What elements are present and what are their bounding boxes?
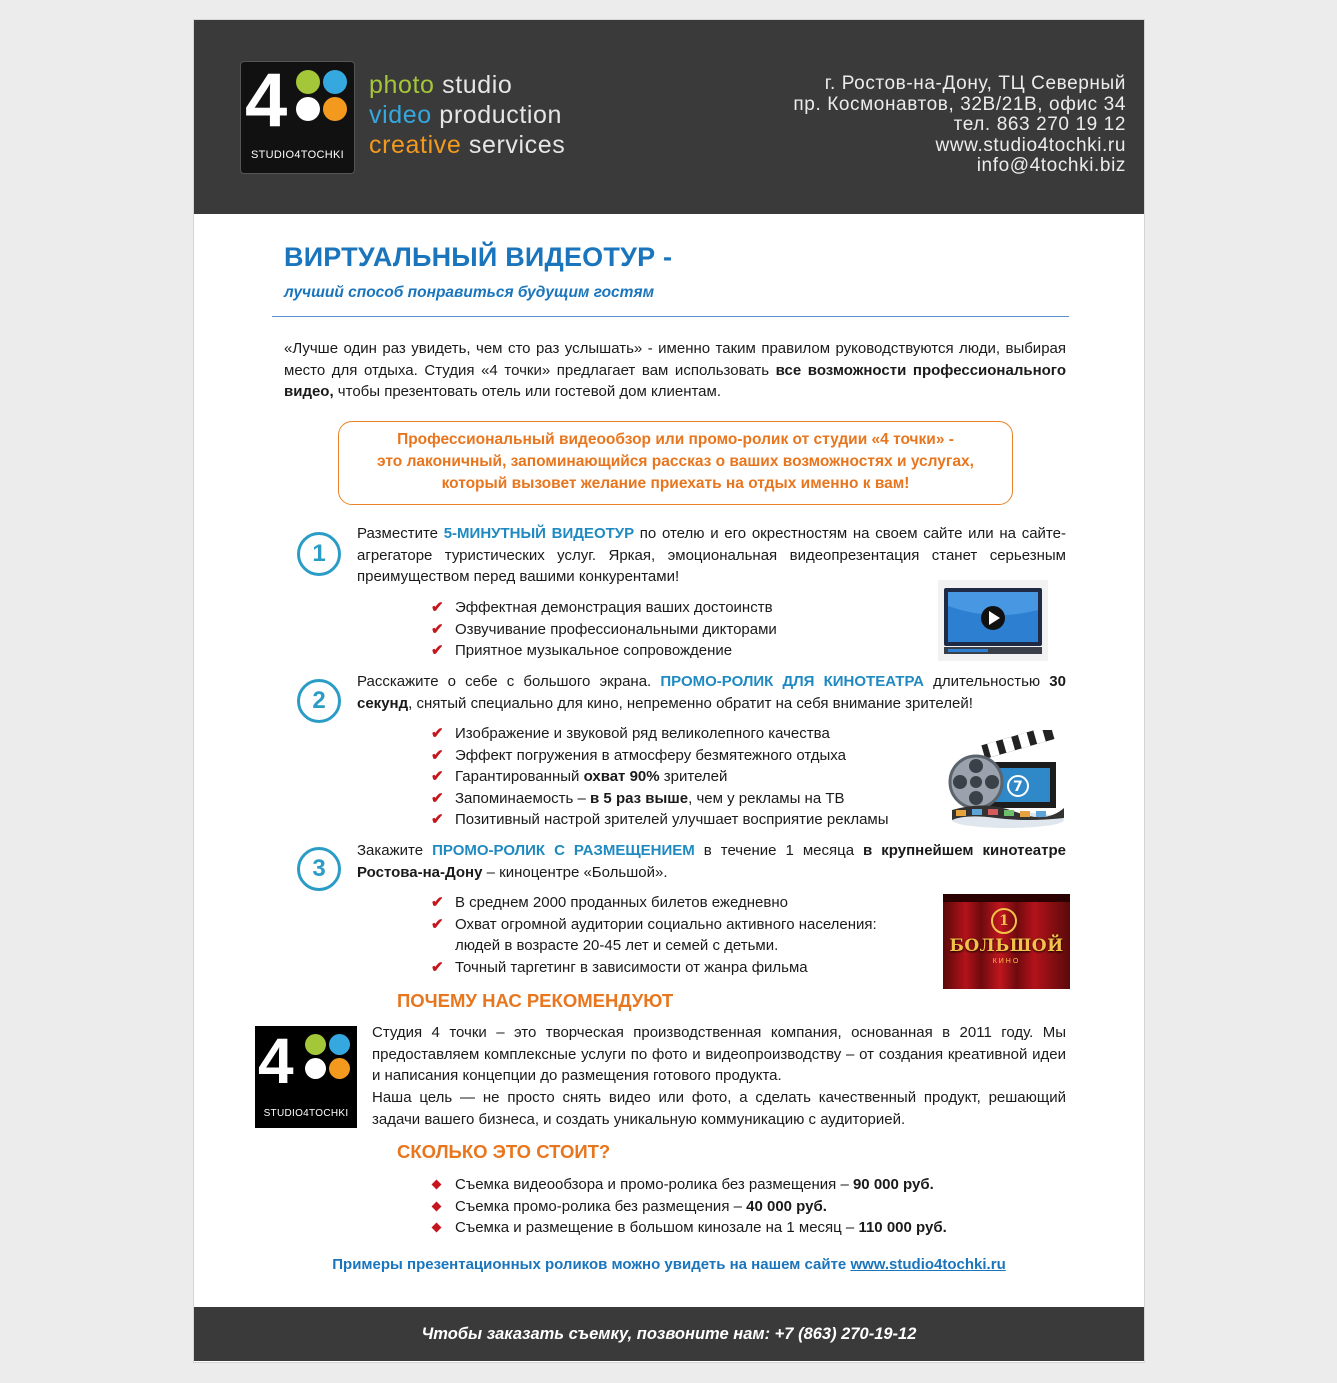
checklist-item [431,597,777,619]
logo-wordmark: STUDIO4TOCHKI [263,1108,349,1119]
checklist-text-part: Запоминаемость – [455,789,591,807]
checklist-text [455,768,727,785]
logo-dot-orange [323,97,347,121]
cinema-logo-text: БОЛЬШОЙ [949,936,1064,956]
callout-box [338,421,1013,505]
contact-block [793,74,1126,177]
callout-line: Профессиональный видеообзор или промо-ролик от студии «4 точки» - [397,431,954,448]
checkmark-icon: ✔ [431,725,444,742]
film-reel-clapper-icon [946,730,1066,830]
price-value: 90 000 руб. [852,1176,934,1193]
svg-text:7: 7 [1013,779,1023,795]
checklist-item [431,640,777,662]
checklist-bold: охват 90% [583,768,660,785]
checklist-text-part: Гарантированный [455,768,584,785]
step-2-checklist [431,723,889,831]
checklist-text-part: , чем у рекламы на ТВ [688,789,845,807]
checklist-text: Изображение и звуковой ряд великолепного качества [455,725,830,742]
checkmark-icon: ✔ [431,789,444,807]
logo-dot-blue [323,70,347,94]
tagline-word: video [369,101,432,129]
step-number-badge: 3 [297,847,341,891]
step-bold: в крупнейшем кинотеатре Ростова-на-Дону [357,842,1066,881]
logo-numeral: 4 [258,1025,294,1097]
checklist-text: Эффектная демонстрация ваших достоинств [455,599,773,616]
header-bar [194,20,1144,214]
step-3-text [357,840,1066,883]
checklist-item [431,957,877,979]
step-text-part: Закажите [357,842,433,859]
cinema-logo-sub: КИНО [992,958,1021,965]
price-label: Съемка промо-ролика без размещения – [455,1197,747,1215]
about-paragraph-2: Наша цель — не просто снять видео или фото, а сделать качественный продукт, решающий задачи вашего бизнеса, и создать уникальную коммуникацию с аудиторией. [372,1089,1066,1128]
callout-line: это лаконичный, запоминающийся рассказ о ваших возможностях и услугах, [377,453,974,470]
examples-line [194,1256,1144,1273]
intro-text: «Лучше один раз увидеть, чем сто раз услышать» - именно таким правилом руководствуются люди, выбирая место для отдыха. Студия «4 точки» предлагает вам использовать [284,340,1066,379]
step-number-badge: 1 [297,532,341,576]
checklist-item [431,892,877,914]
price-label: Съемка и размещение в большом кинозале на 1 месяц – [455,1219,859,1236]
step-text-part: Разместите [357,525,444,542]
step-accent: ПРОМО-РОЛИК ДЛЯ КИНОТЕАТРА [660,673,924,690]
step-number-badge: 2 [297,679,341,723]
checklist-text-part: зрителей [659,768,728,785]
step-1-checklist [431,597,777,662]
why-heading: ПОЧЕМУ НАС РЕКОМЕНДУЮТ [397,990,674,1011]
step-text-part: Расскажите о себе с большого экрана. [357,673,661,690]
studio-logo-small [255,1026,357,1128]
checklist-text: Эффект погружения в атмосферу безмятежного отдыха [455,746,846,764]
checklist-bold: в 5 раз выше [590,789,689,807]
checklist-text: В среднем 2000 проданных билетов ежедневно [455,894,788,911]
step-accent: 5-МИНУТНЫЙ ВИДЕОТУР [443,525,635,542]
tagline-line [369,100,565,130]
logo-dot-white [305,1058,326,1079]
examples-text: Примеры презентационных роликов можно увидеть на нашем сайте [332,1256,851,1273]
step-text-part: – киноцентре «Большой». [482,863,668,881]
step-2-text [357,671,1066,714]
checkmark-icon: ✔ [431,746,444,764]
contact-email[interactable]: info@4tochki.biz [976,155,1126,176]
checklist-text: Позитивный настрой зрителей улучшает восприятие рекламы [455,811,889,828]
price-label: Съемка видеообзора и промо-ролика без размещения – [455,1176,853,1193]
checklist-text: Озвучивание профессиональными дикторами [455,620,777,638]
diamond-bullet-icon [432,1180,442,1190]
step-accent: ПРОМО-РОЛИК С РАЗМЕЩЕНИЕМ [432,842,695,859]
checklist-text: людей в возрасте 20-45 лет и семей с детьми. [455,937,779,954]
logo-dot-green [296,70,320,94]
step-text-part: в течение 1 месяца [694,842,864,859]
curtain-top [943,894,1070,902]
logo-numeral: 4 [245,58,286,143]
checklist-item [431,766,889,788]
tagline-word: creative [369,131,462,159]
contact-address-street: пр. Космонавтов, 32В/21В, офис 34 [793,93,1126,115]
page-title: ВИРТУАЛЬНЫЙ ВИДЕОТУР - [284,242,673,272]
logo-dot-orange [329,1058,350,1079]
step-text-part: , снятый специально для кино, непременно обратит на себя внимание зрителей! [408,694,973,712]
intro-text: чтобы презентовать отель или гостевой дом клиентам. [333,383,722,400]
step-text-part: по отелю и его окрестностям на своем сайте или на сайте-агрегаторе туристических услуг. Яркая, эмоциональная видеопрезентация станет серьезным преимуществом перед вашими конкурентами! [357,525,1066,585]
diamond-bullet-icon [432,1223,442,1233]
checkmark-icon: ✔ [431,894,444,911]
tagline-line [369,130,565,160]
checklist-text: Приятное музыкальное сопровождение [455,642,733,659]
checklist-item [431,914,877,957]
checklist-text: Точный таргетинг в зависимости от жанра фильма [455,958,808,976]
checkmark-icon: ✔ [431,958,444,976]
step-3-checklist [431,892,877,978]
price-item [431,1217,947,1239]
intro-paragraph [284,338,1066,403]
checkmark-icon: ✔ [431,642,444,659]
tagline-line [369,70,565,100]
step-1-text [357,523,1066,588]
logo-dot-white [296,97,320,121]
price-heading: СКОЛЬКО ЭТО СТОИТ? [397,1141,611,1162]
studio-logo [240,58,355,174]
contact-phone[interactable]: тел. 863 270 19 12 [953,114,1126,135]
flyer-page [194,20,1144,1362]
cinema-bolshoy-logo [943,894,1070,989]
logo-dot-green [305,1034,326,1055]
play-video-icon [938,580,1048,661]
checklist-item [431,788,889,810]
step-text-part: длительностью [923,673,1050,690]
checklist-text [455,790,845,807]
checklist-item [431,723,889,745]
checkmark-icon: ✔ [431,768,444,785]
logo-wordmark: STUDIO4TOCHKI [251,149,344,161]
diamond-bullet-icon [432,1201,442,1211]
page-subtitle: лучший способ понравиться будущим гостям [284,284,655,301]
tagline-word: studio [434,71,513,99]
price-value: 40 000 руб. [746,1197,827,1215]
title-divider [272,316,1069,317]
tagline-word: photo [369,71,435,99]
checklist-item [431,809,889,831]
price-value: 110 000 руб. [858,1219,947,1236]
checklist-item [431,619,777,641]
contact-website[interactable]: www.studio4tochki.ru [935,134,1126,156]
checkmark-icon: ✔ [431,915,444,933]
step-bold: 30 секунд [357,673,1066,712]
checklist-text: Охват огромной аудитории социально активного населения: [455,915,877,933]
price-item [431,1196,947,1218]
tagline [369,70,565,160]
price-list [431,1174,947,1239]
logo-dot-blue [329,1034,350,1055]
cinema-badge: 1 [991,908,1017,934]
callout-line: который вызовет желание приехать на отдых именно к вам! [441,475,910,492]
tagline-word: production [431,101,563,129]
about-paragraph-1: Студия 4 точки – это творческая производственная компания, основанная в 2011 году. Мы предоставляем комплексные услуги по фото и видеопроизводству – от создания креативной идеи и написания концепции до размещения готового продукта. [372,1024,1066,1084]
contact-address-city: г. Ростов-на-Дону, ТЦ Северный [824,73,1126,94]
tagline-word: services [461,131,566,159]
website-link[interactable]: www.studio4tochki.ru [850,1256,1006,1273]
checkmark-icon: ✔ [431,811,444,828]
price-item [431,1174,947,1196]
footer-bar: Чтобы заказать съемку, позвоните нам: +7 (863) 270-19-12 [194,1307,1144,1361]
checkmark-icon: ✔ [431,620,444,638]
intro-bold: все возможности профессионального видео, [284,361,1067,400]
checkmark-icon: ✔ [431,599,444,616]
checklist-item [431,745,889,767]
